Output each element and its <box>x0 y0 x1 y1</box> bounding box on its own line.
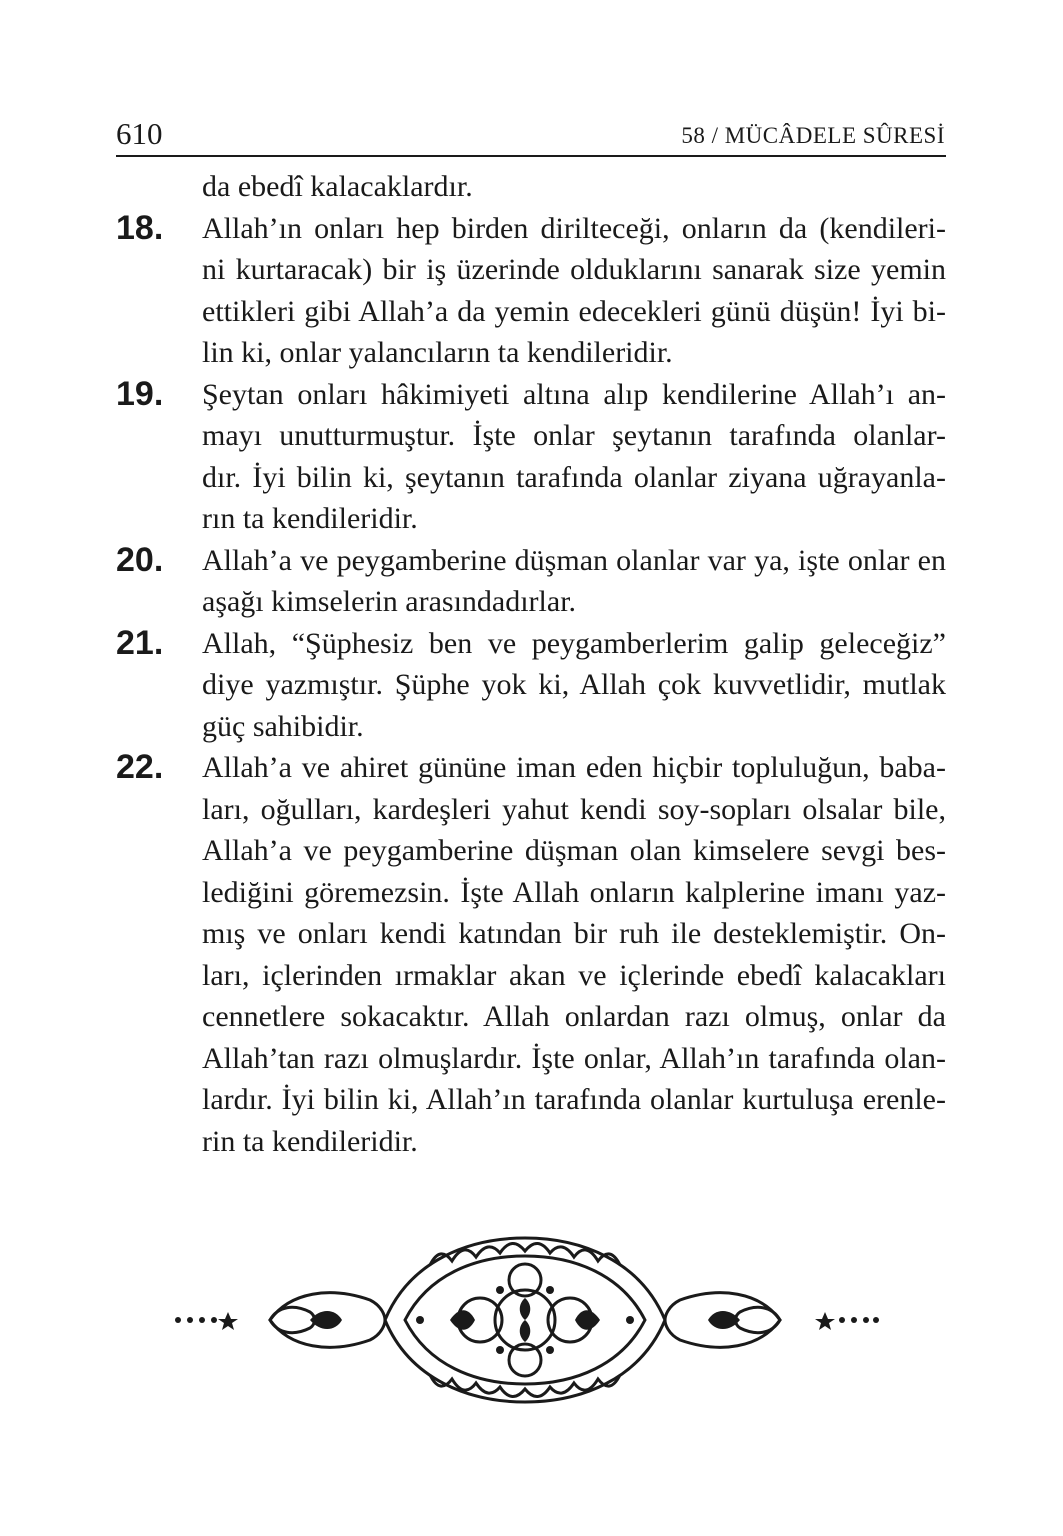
verse-18 <box>116 208 946 374</box>
verse-20 <box>116 540 946 623</box>
text-line: ları, oğulları, kardeşleri yahut kendi soy-sopları olsalar bile, <box>202 792 946 826</box>
floral-ornament-icon <box>170 1220 880 1420</box>
text-line: Allah’tan razı olmuşlardır. İşte onlar, Allah’ın tarafında olan- <box>202 1041 946 1075</box>
page-number: 610 <box>116 116 163 151</box>
text-line: Allah’a ve peygamberine düşman olanlar var ya, işte onlar en <box>202 543 946 577</box>
running-title: 58 / MÜCÂDELE SÛRESİ <box>681 123 945 148</box>
verse-number: 20. <box>116 540 164 579</box>
verse-21 <box>116 623 946 748</box>
text-line: dır. İyi bilin ki, şeytanın tarafında olanlar ziyana uğrayanla- <box>202 460 946 494</box>
text-line: da ebedî kalacaklardır. <box>202 170 473 203</box>
text-line: Allah, “Şüphesiz ben ve peygamberlerim galip geleceğiz” <box>202 626 946 660</box>
verse-19 <box>116 374 946 540</box>
verse-number: 19. <box>116 374 164 413</box>
text-body <box>116 166 946 1162</box>
text-line: mış ve onları kendi katından bir ruh ile desteklemiştir. On- <box>202 917 946 950</box>
text-line: lin ki, onlar yalancıların ta kendileridir. <box>202 336 673 369</box>
text-line: Allah’a ve peygamberine düşman olan kimselere sevgi bes- <box>202 834 946 867</box>
text-line: lediğini göremezsin. İşte Allah onların kalplerine imanı yaz- <box>202 875 946 909</box>
text-line: rin ta kendileridir. <box>202 1124 418 1158</box>
text-line: diye yazmıştır. Şüphe yok ki, Allah çok kuvvetlidir, mutlak <box>202 668 946 701</box>
text-line: ni kurtaracak) bir iş üzerinde olduklarını sanarak size yemin <box>202 253 946 286</box>
text-line: ları, içlerinden ırmaklar akan ve içlerinde ebedî kalacakları <box>202 958 946 992</box>
verse-number: 18. <box>116 208 164 247</box>
text-line: lardır. İyi bilin ki, Allah’ın tarafında olanlar kurtuluşa erenle- <box>202 1083 946 1116</box>
text-line: Şeytan onları hâkimiyeti altına alıp kendilerine Allah’ı an- <box>202 377 946 411</box>
text-line: ettikleri gibi Allah’a da yemin edecekleri günü düşün! İyi bi- <box>202 294 946 328</box>
text-line: güç sahibidir. <box>202 709 364 743</box>
continuation-paragraph <box>116 166 946 208</box>
verse-22 <box>116 747 946 1162</box>
verse-number: 22. <box>116 748 164 786</box>
text-line: rın ta kendileridir. <box>202 502 418 535</box>
header-rule <box>116 155 946 157</box>
text-line: cennetlere sokacaktır. Allah onlardan razı olmuş, onlar da <box>202 1000 946 1033</box>
text-line: mayı unutturmuştur. İşte onlar şeytanın tarafında olanlar- <box>202 419 946 452</box>
text-line: aşağı kimselerin arasındadırlar. <box>202 585 577 618</box>
text-line: Allah’ın onları hep birden dirilteceği, onların da (kendileri- <box>202 211 946 245</box>
verse-number: 21. <box>116 623 164 662</box>
text-line: Allah’a ve ahiret gününe iman eden hiçbir topluluğun, baba- <box>202 751 946 784</box>
